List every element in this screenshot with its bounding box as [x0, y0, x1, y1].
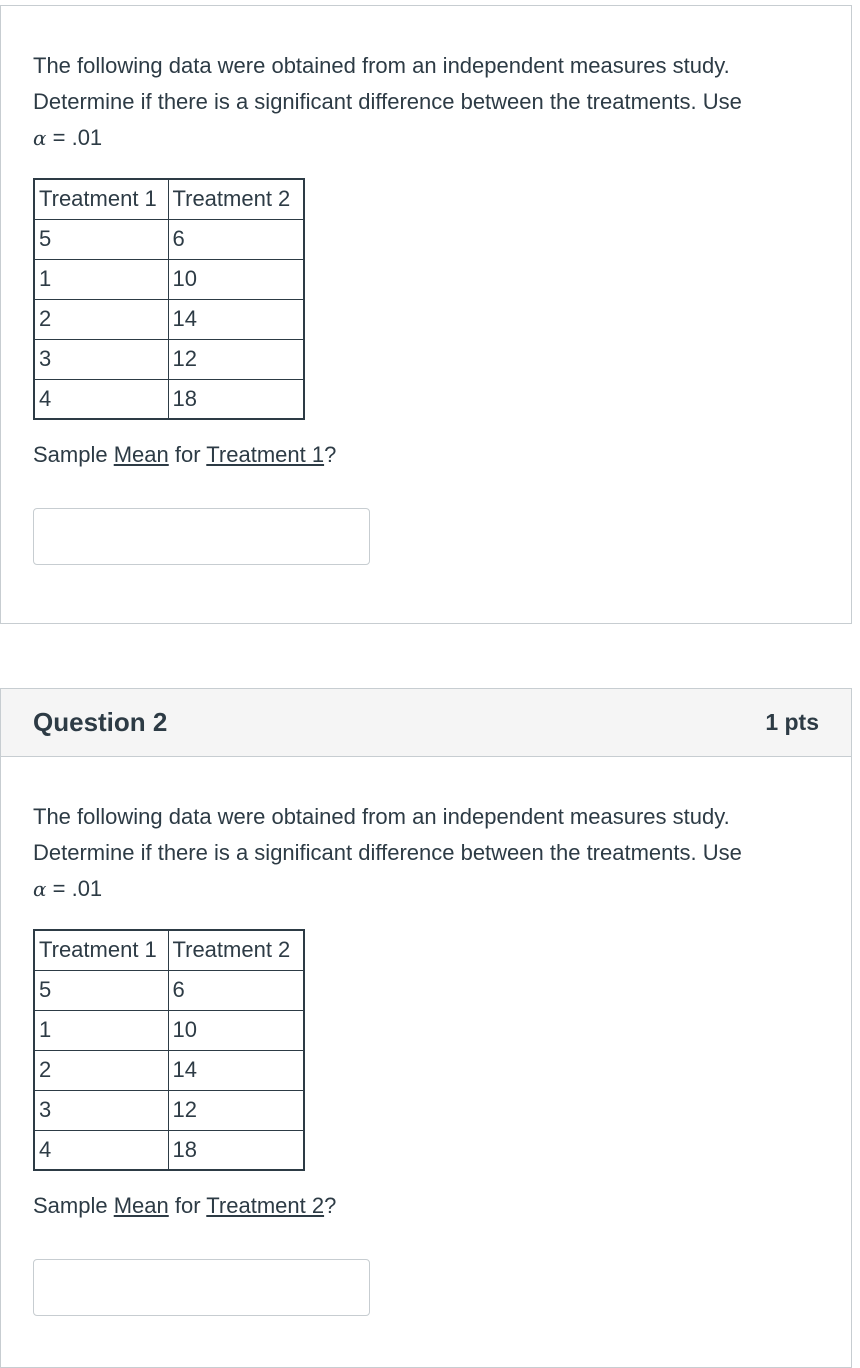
- answer-input[interactable]: [33, 508, 370, 565]
- question-prompt: [33, 799, 819, 907]
- table-row: [34, 1010, 304, 1050]
- sub-question: [33, 442, 819, 468]
- sub-question: [33, 1193, 819, 1219]
- table-header-row: [34, 930, 304, 970]
- glossary-link-treatment[interactable]: Treatment 1: [206, 442, 325, 467]
- sub-question-text: ?: [324, 1193, 337, 1218]
- question-card-1: [0, 5, 852, 624]
- alpha-symbol: α: [33, 126, 47, 150]
- table-cell: 3: [34, 1090, 168, 1130]
- table-cell: 4: [34, 379, 168, 419]
- table-cell: 14: [168, 1050, 304, 1090]
- table-header: Treatment 2: [168, 179, 304, 219]
- sub-question-text: ?: [324, 442, 337, 467]
- glossary-link-treatment[interactable]: Treatment 2: [206, 1193, 325, 1218]
- sub-question-text: for: [168, 442, 207, 467]
- table-header: Treatment 1: [34, 930, 168, 970]
- prompt-line-1: The following data were obtained from an independent measures study.: [33, 804, 730, 829]
- table-cell: 1: [34, 1010, 168, 1050]
- table-row: [34, 1090, 304, 1130]
- table-cell: 5: [34, 219, 168, 259]
- table-cell: 10: [168, 1010, 304, 1050]
- table-row: [34, 299, 304, 339]
- table-row: [34, 339, 304, 379]
- table-cell: 12: [168, 1090, 304, 1130]
- data-table: [33, 178, 305, 420]
- sub-question-text: for: [168, 1193, 207, 1218]
- question-header: [1, 689, 851, 757]
- table-cell: 18: [168, 1130, 304, 1170]
- question-card-2: [0, 688, 852, 1368]
- table-header: Treatment 1: [34, 179, 168, 219]
- table-row: [34, 219, 304, 259]
- table-cell: 6: [168, 219, 304, 259]
- glossary-link-mean[interactable]: Mean: [113, 1193, 169, 1218]
- table-header: Treatment 2: [168, 930, 304, 970]
- table-row: [34, 970, 304, 1010]
- table-cell: 3: [34, 339, 168, 379]
- alpha-value: = .01: [46, 125, 103, 150]
- table-cell: 2: [34, 299, 168, 339]
- question-points: 1 pts: [765, 709, 819, 735]
- prompt-line-2: Determine if there is a significant difference between the treatments. Use: [33, 89, 742, 114]
- prompt-line-2: Determine if there is a significant difference between the treatments. Use: [33, 840, 742, 865]
- table-row: [34, 1050, 304, 1090]
- table-row: [34, 259, 304, 299]
- table-cell: 6: [168, 970, 304, 1010]
- table-row: [34, 1130, 304, 1170]
- alpha-value: = .01: [46, 876, 103, 901]
- table-cell: 18: [168, 379, 304, 419]
- glossary-link-mean[interactable]: Mean: [113, 442, 169, 467]
- data-table: [33, 929, 305, 1171]
- table-header-row: [34, 179, 304, 219]
- table-cell: 5: [34, 970, 168, 1010]
- question-title: Question 2: [33, 707, 168, 737]
- prompt-line-1: The following data were obtained from an independent measures study.: [33, 53, 730, 78]
- question-prompt: [33, 48, 819, 156]
- table-cell: 1: [34, 259, 168, 299]
- sub-question-text: Sample: [33, 442, 114, 467]
- table-cell: 12: [168, 339, 304, 379]
- table-cell: 10: [168, 259, 304, 299]
- table-row: [34, 379, 304, 419]
- table-cell: 2: [34, 1050, 168, 1090]
- table-cell: 14: [168, 299, 304, 339]
- answer-input[interactable]: [33, 1259, 370, 1316]
- table-cell: 4: [34, 1130, 168, 1170]
- alpha-symbol: α: [33, 877, 47, 901]
- sub-question-text: Sample: [33, 1193, 114, 1218]
